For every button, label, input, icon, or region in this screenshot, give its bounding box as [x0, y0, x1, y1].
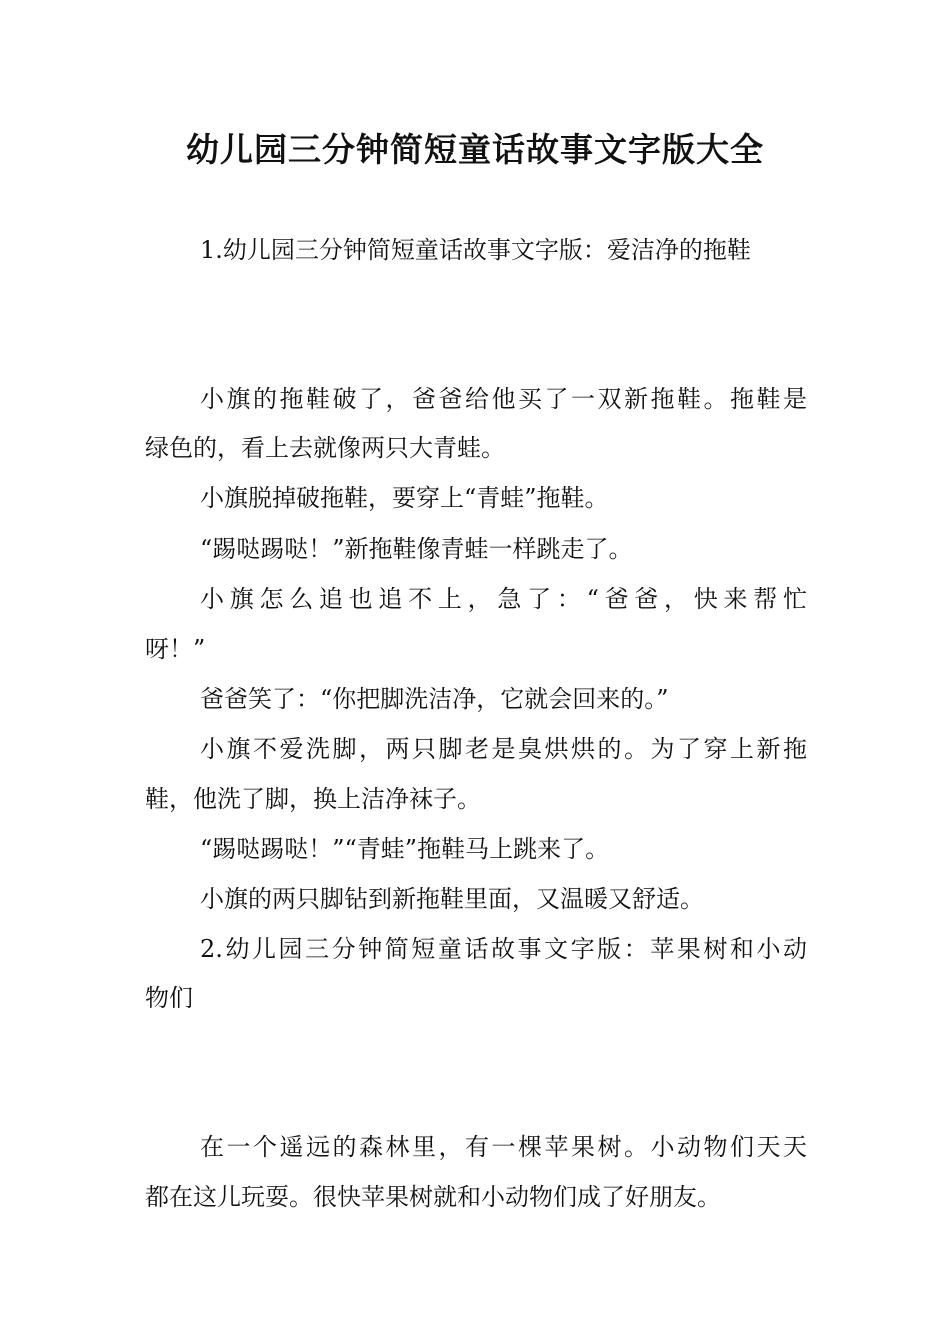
paragraph-line: 小旗的拖鞋破了，爸爸给他买了一双新拖鞋。拖鞋是	[200, 385, 807, 413]
paragraph-line: “踢哒踢哒！”“青蛙”拖鞋马上跳来了。	[200, 835, 610, 863]
paragraph-line: 在一个遥远的森林里，有一棵苹果树。小动物们天天	[200, 1133, 807, 1161]
section-heading-2-cont: 物们	[145, 984, 193, 1012]
paragraph-line: 小旗不爱洗脚，两只脚老是臭烘烘的。为了穿上新拖	[200, 735, 807, 763]
document-title: 幼儿园三分钟简短童话故事文字版大全	[186, 130, 764, 169]
section-heading-2: 2.幼儿园三分钟简短童话故事文字版：苹果树和小动	[200, 935, 807, 963]
paragraph-line: 都在这儿玩耍。很快苹果树就和小动物们成了好朋友。	[145, 1183, 721, 1211]
paragraph-line: “踢哒踢哒！”新拖鞋像青蛙一样跳走了。	[200, 535, 633, 563]
paragraph-line: 呀！”	[145, 635, 206, 663]
paragraph-line: 小旗怎么追也追不上，急了：“爸爸，快来帮忙	[200, 585, 807, 613]
paragraph-line: 绿色的，看上去就像两只大青蛙。	[145, 434, 505, 462]
paragraph-line: 爸爸笑了：“你把脚洗洁净，它就会回来的。”	[200, 685, 669, 713]
paragraph-line: 鞋，他洗了脚，换上洁净袜子。	[145, 785, 481, 813]
paragraph-line: 小旗脱掉破拖鞋，要穿上“青蛙”拖鞋。	[200, 484, 609, 512]
paragraph-line: 小旗的两只脚钻到新拖鞋里面，又温暖又舒适。	[200, 885, 704, 913]
section-heading-1: 1.幼儿园三分钟简短童话故事文字版：爱洁净的拖鞋	[200, 236, 751, 264]
